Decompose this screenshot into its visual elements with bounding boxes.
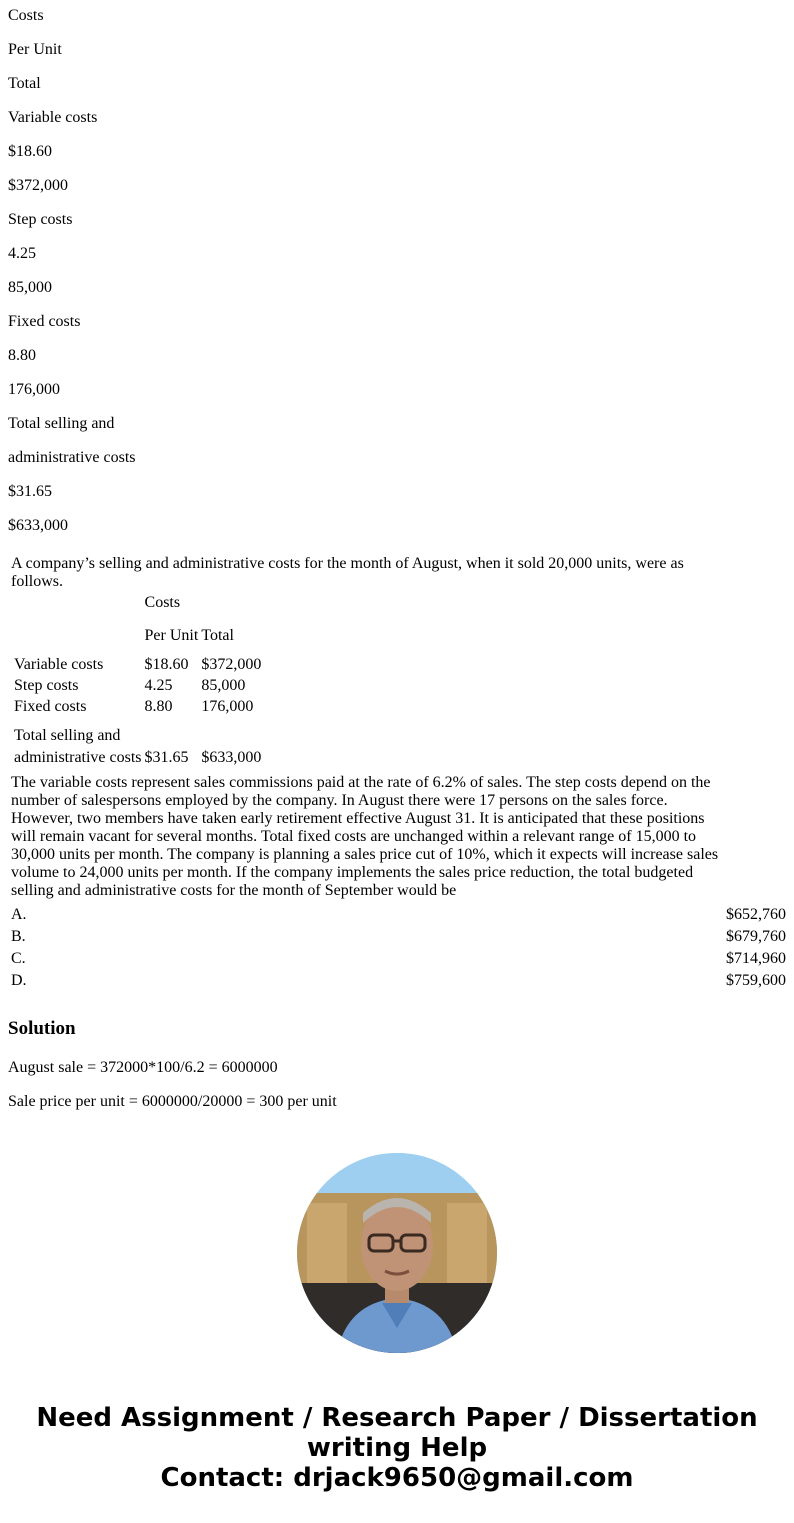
- plain-line: $372,000: [8, 177, 68, 194]
- option-value: $679,760: [726, 928, 786, 945]
- plain-line: Step costs: [8, 211, 73, 228]
- total-label-line1: Total selling and: [14, 727, 121, 744]
- answer-options: [11, 904, 786, 992]
- row-per-unit: $18.60: [144, 656, 189, 673]
- option-letter: C.: [11, 950, 26, 967]
- plain-line: Total: [8, 75, 41, 92]
- header-total: Total: [201, 627, 234, 644]
- question-body: The variable costs represent sales commissions paid at the rate of 6.2% of sales. The step costs depend on the number of salespersons employed by the company. In August there were 17 persons on the sales force. However, two members have taken early retirement effective August 31. It is anticipated that these positions will remain vacant for several months. Total fixed costs are unchanged within a relevant range of 15,000 to 30,000 units per month. The company is planning a sales price cut of 10%, which it expects will increase sales volume to 24,000 units per month. If the company implements the sales price reduction, the total budgeted selling and administrative costs for the month of September would be: [11, 774, 719, 899]
- table-row: [14, 652, 261, 674]
- row-label: Step costs: [14, 677, 79, 694]
- plain-line: $633,000: [8, 517, 68, 534]
- plain-line: 176,000: [8, 381, 60, 398]
- plain-line: Per Unit: [8, 41, 62, 58]
- row-label: Fixed costs: [14, 698, 87, 715]
- table-total-row: [14, 719, 261, 767]
- table-row: [14, 677, 261, 695]
- option-row[interactable]: [11, 926, 786, 948]
- option-row[interactable]: [11, 970, 786, 992]
- solution-heading: Solution: [8, 1018, 76, 1039]
- option-letter: D.: [11, 972, 27, 989]
- table-row: [14, 698, 261, 716]
- solution-line: August sale = 372000*100/6.2 = 6000000: [8, 1059, 278, 1076]
- cost-table: [11, 591, 264, 770]
- author-avatar: [297, 1153, 497, 1353]
- plain-line: Fixed costs: [8, 313, 81, 330]
- solution-line: Sale price per unit = 6000000/20000 = 300 per unit: [8, 1093, 337, 1110]
- option-value: $714,960: [726, 950, 786, 967]
- row-total: 85,000: [201, 677, 246, 694]
- row-label: Variable costs: [14, 656, 104, 673]
- option-value: $759,600: [726, 972, 786, 989]
- option-letter: B.: [11, 928, 26, 945]
- plain-line: $31.65: [8, 483, 52, 500]
- option-row[interactable]: [11, 904, 786, 926]
- plain-line: administrative costs: [8, 449, 136, 466]
- row-total: 176,000: [201, 698, 254, 715]
- question-block: [11, 555, 786, 992]
- row-per-unit: 8.80: [144, 698, 173, 715]
- banner-line: writing Help: [306, 1433, 488, 1463]
- plain-line: Costs: [8, 7, 44, 24]
- row-total: $372,000: [201, 656, 262, 673]
- plain-line: 4.25: [8, 245, 36, 262]
- solution-section: [8, 1017, 788, 1127]
- header-per-unit: Per Unit: [144, 627, 199, 644]
- table-corner: [14, 594, 142, 620]
- total-per-unit: $31.65: [144, 749, 189, 766]
- banner-line: Need Assignment / Research Paper / Dissertation: [36, 1403, 758, 1433]
- plain-line: 85,000: [8, 279, 52, 296]
- total-label-line2: administrative costs: [14, 749, 142, 766]
- plain-line: $18.60: [8, 143, 52, 160]
- plain-line: Variable costs: [8, 109, 98, 126]
- option-value: $652,760: [726, 906, 786, 923]
- plain-line: Total selling and: [8, 415, 115, 432]
- option-letter: A.: [11, 906, 27, 923]
- header-costs: Costs: [144, 594, 181, 611]
- question-intro: A company’s selling and administrative costs for the month of August, when it sold 20,000 units, were as follows.: [11, 555, 684, 590]
- total-total: $633,000: [201, 749, 262, 766]
- plain-cost-lines: [8, 0, 788, 544]
- banner-contact: Contact: drjack9650@gmail.com: [160, 1463, 634, 1493]
- plain-line: 8.80: [8, 347, 36, 364]
- promo-banner: [0, 1403, 794, 1493]
- option-row[interactable]: [11, 948, 786, 970]
- row-per-unit: 4.25: [144, 677, 173, 694]
